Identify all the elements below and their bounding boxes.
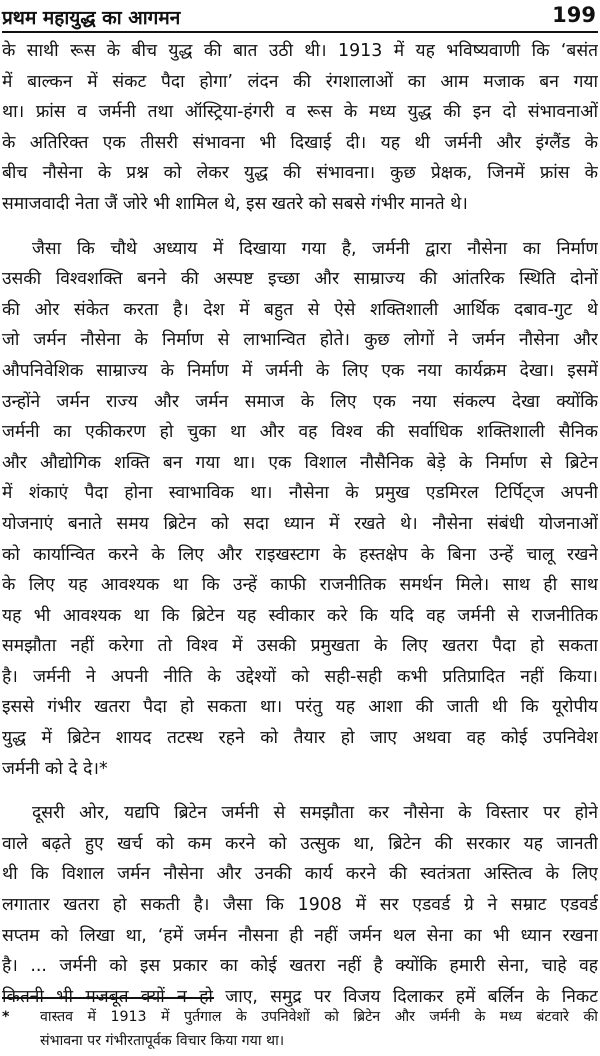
text-line: औपनिवेशिक साम्राज्य के निर्माण में जर्मनी के लिए एक नया कार्यक्रम देखा। इसमें — [2, 360, 598, 381]
text-line: बीच नौसेना के प्रश्न को लेकर युद्ध की संभावना। कुछ प्रेक्षक, जिनमें फ्रांस के — [2, 163, 598, 184]
text-line: की ओर संकेत करता है। देश में बहुत से ऐसे शक्तिशाली आर्थिक दबाव-गुट थे — [2, 299, 598, 320]
text-line: के साथी रूस के बीच युद्ध की बात उठी थी। 1913 में यह भविष्यवाणी कि ‘बसंत — [2, 41, 598, 61]
paragraph — [2, 234, 598, 785]
text-line: योजनाएं बनाते समय ब्रिटेन को सदा ध्यान में रखते थे। नौसेना संबंधी योजनाओं — [2, 513, 598, 534]
footnote-marker: * — [2, 1009, 10, 1025]
text-line: दूसरी ओर, यद्यपि ब्रिटेन जर्मनी से समझौता कर नौसेना के विस्तार पर होने — [32, 803, 598, 824]
text-line: जर्मनी को दे दे।* — [2, 758, 108, 779]
text-line: था। फ्रांस व जर्मनी तथा ऑस्ट्रिया-हंगरी व रूस के मध्य युद्ध की इन दो संभावनाओं — [2, 102, 598, 123]
text-line: के अतिरिक्त एक तीसरी संभावना भी दिखाई दी। यह थी जर्मनी और इंग्लैंड के — [2, 132, 598, 153]
text-line: और औद्योगिक शक्ति बन गया था। एक विशाल नौसैनिक बेड़े के निर्माण से ब्रिटेन — [2, 452, 598, 473]
text-line: युद्ध में ब्रिटेन शायद तटस्थ रहने को तैयार हो जाए अथवा वह कोई उपनिवेश — [2, 728, 598, 749]
text-line: सप्तम को लिखा था, ‘हमें जर्मन नौसना ही नहीं जर्मन थल सेना का भी ध्यान रखना — [2, 925, 598, 946]
text-line: जर्मनी का एकीकरण हो चुका था और वह विश्व की सर्वाधिक शक्तिशाली सैनिक — [2, 422, 598, 443]
footnote-line — [2, 1005, 598, 1029]
chapter-title: प्रथम महायुद्ध का आगमन — [2, 7, 181, 29]
text-line: उसकी विश्वशक्ति बनने की अस्पष्ट इच्छा और साम्राज्य की आंतरिक स्थिति दोनों — [2, 269, 598, 290]
text-line: लगातार खतरा हो सकती है। जैसा कि 1908 में सर एडवर्ड ग्रे ने सम्राट एडवर्ड — [2, 895, 598, 916]
text-line: है। ... जर्मनी को इस प्रकार का कोई खतरा नहीं है क्योंकि हमारी सेना, चाहे वह — [2, 956, 598, 977]
text-line: समाजवादी नेता जैं जोरे भी शामिल थे, इस खतरे को सबसे गंभीर मानते थे। — [2, 193, 468, 214]
text-line: जैसा कि चौथे अध्याय में दिखाया गया है, जर्मनी द्वारा नौसेना का निर्माण — [32, 238, 598, 259]
text-line: को कार्यान्वित करने के लिए और राइखस्टाग के हस्तक्षेप के बिना उन्हें चालू रखने — [2, 544, 598, 565]
text-line: वाले बढ़ते हुए खर्च को कम करने को उत्सुक था, ब्रिटेन की सरकार यह जानती — [2, 833, 598, 854]
text-line: है। जर्मनी ने अपनी नीति के उद्देश्यों को सही-सही कभी प्रतिप्रादित नहीं किया। — [2, 666, 598, 687]
text-line: समझौता नहीं करेगा तो विश्व में उसकी प्रमुखता के लिए खतरा पैदा हो सकता — [2, 636, 598, 657]
text-line: में शंकाएं पैदा होना स्वाभाविक था। नौसेना के प्रमुख एडमिरल टिर्पिट्ज अपनी — [2, 483, 598, 504]
body-text — [2, 36, 598, 1012]
text-line: उन्होंने जर्मन राज्य और जर्मन समाज के लिए एक नया संकल्प देखा क्योंकि — [2, 391, 598, 412]
page-number: 199 — [552, 3, 596, 27]
footnote-text: वास्तव में 1913 में पुर्तगाल के उपनिवेशों को ब्रिटेन और जर्मनी के मध्य बंटवारे की — [40, 1009, 598, 1025]
text-line: यह भी आवश्यक था कि ब्रिटेन यह स्वीकार करे कि यदि वह जर्मनी से राजनीतिक — [2, 605, 598, 626]
text-line: के लिए यह आवश्यक था कि उन्हें काफी राजनीतिक समर्थन मिले। साथ ही साथ — [2, 575, 598, 596]
footnote-line: संभावना पर गंभीरतापूर्वक विचार किया गया था। — [40, 1033, 285, 1049]
text-line: में बाल्कन में संकट पैदा होगा’ लंदन की रंगशालाओं का आम मजाक बन गया — [2, 71, 598, 92]
paragraph-gap — [2, 784, 598, 798]
text-line: कितनी भी मजबूत क्यों न हो जाए, समुद्र पर विजय दिलाकर हमें बर्लिन के निकट — [2, 986, 598, 1007]
paragraph-gap — [2, 220, 598, 234]
paragraph — [2, 798, 598, 1012]
text-line: इससे गंभीर खतरा पैदा हो सकता था। परंतु यह आशा की जाती थी कि यूरोपीय — [2, 697, 598, 718]
text-line: जो जर्मन नौसेना के निर्माण से लाभान्वित होते। कुछ लोगों ने जर्मन नौसेना और — [2, 330, 598, 351]
footnote — [2, 1005, 598, 1053]
text-line: थी कि विशाल जर्मन नौसेना और उनकी कार्य करने की स्वतंत्रता अस्तित्व के लिए — [2, 864, 598, 885]
paragraph — [2, 36, 598, 220]
footnote-divider — [2, 997, 214, 999]
running-header — [2, 3, 598, 33]
